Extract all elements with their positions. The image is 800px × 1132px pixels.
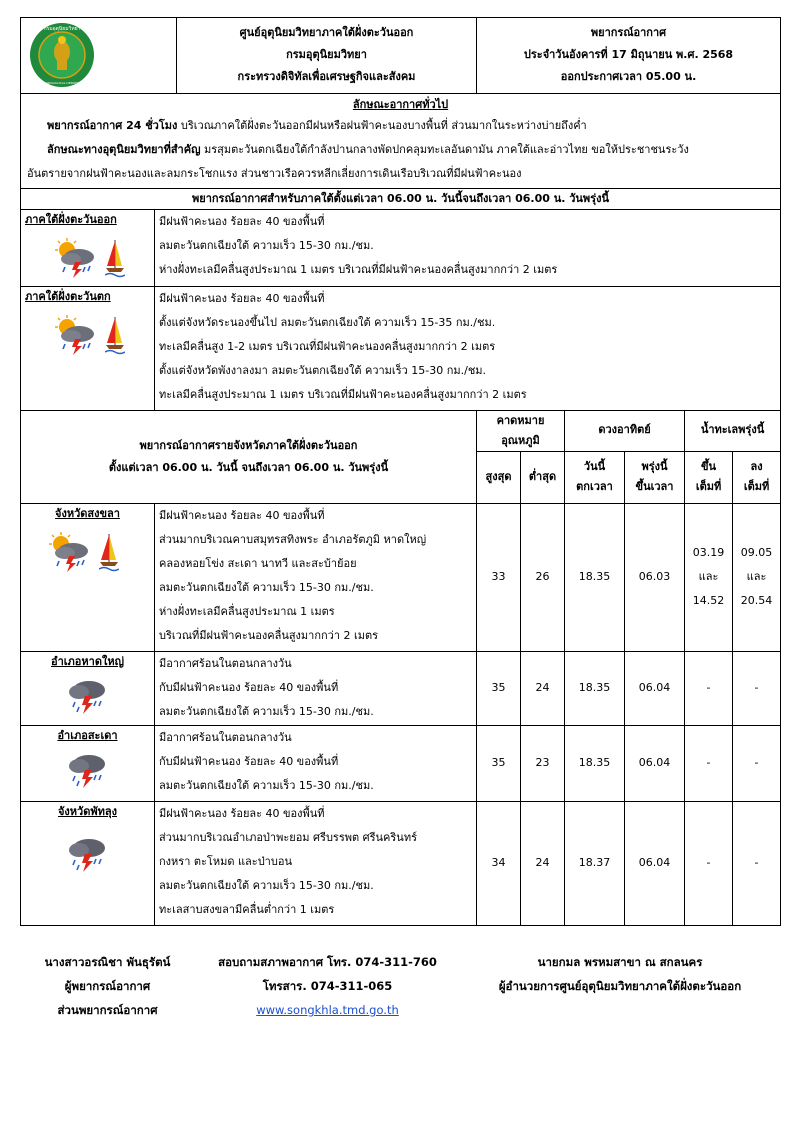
desc-line: มีฝนฟ้าคะนอง ร้อยละ 40 ของพื้นที่ bbox=[159, 806, 325, 820]
low-tide-1: 09.05 bbox=[740, 546, 773, 559]
signature-row bbox=[20, 998, 780, 1022]
general-p2-lead: ลักษณะทางอุตุนิยมวิทยาที่สำคัญ bbox=[47, 143, 201, 156]
sunset-time: 18.37 bbox=[565, 801, 625, 925]
province-icons bbox=[65, 674, 150, 714]
sunrise-time: 06.04 bbox=[625, 651, 685, 725]
general-p1-text: บริเวณภาคใต้ฝั่งตะวันออกมีฝนหรือฝนฟ้าคะนองบางพื้นที่ ส่วนมากในระหว่างบ่ายถึงค่ำ bbox=[177, 119, 587, 132]
high-tide: - bbox=[685, 725, 733, 801]
province-cell bbox=[21, 651, 155, 725]
forecaster-unit: ส่วนพยากรณ์อากาศ bbox=[57, 1003, 158, 1017]
region-west-desc bbox=[155, 286, 781, 410]
region-east-icons bbox=[53, 238, 150, 278]
col-low-tide bbox=[733, 451, 781, 503]
province-name: อำเภอหาดใหญ่ bbox=[51, 654, 124, 668]
sailboat-icon bbox=[105, 238, 125, 278]
center-ministry: กระทรวงดิจิทัลเพื่อเศรษฐกิจและสังคม bbox=[237, 70, 416, 83]
region-west-line: ทะเลมีคลื่นสูงประมาณ 1 เมตร บริเวณที่มีฝนฟ้าคะนองคลื่นสูงมากกว่า 2 เมตร bbox=[159, 387, 527, 401]
sunset-time: 18.35 bbox=[565, 651, 625, 725]
desc-line: ส่วนมากบริเวณคาบสมุทรสทิงพระ อำเภอรัตภูมิ หาดใหญ่ bbox=[159, 532, 427, 546]
region-east-name: ภาคใต้ฝั่งตะวันออก bbox=[25, 213, 117, 226]
desc-line: กับมีฝนฟ้าคะนอง ร้อยละ 40 ของพื้นที่ bbox=[159, 680, 339, 694]
province-cell bbox=[21, 801, 155, 925]
general-p2 bbox=[27, 138, 774, 162]
table-row bbox=[21, 651, 781, 725]
low-tide: - bbox=[733, 801, 781, 925]
provincial-title-2: ตั้งแต่เวลา 06.00 น. วันนี้ จนถึงเวลา 06.00 น. วันพรุ่งนี้ bbox=[108, 460, 389, 474]
thunderstorm-sun-icon bbox=[53, 238, 99, 278]
desc-line: มีฝนฟ้าคะนอง ร้อยละ 40 ของพื้นที่ bbox=[159, 508, 325, 522]
desc-line: ลมตะวันตกเฉียงใต้ ความเร็ว 15-30 กม./ชม. bbox=[159, 878, 374, 892]
phone-line: สอบถามสภาพอากาศ โทร. 074-311-760 bbox=[218, 955, 437, 969]
logo-text-bottom: METEOROLOGICAL DEPARTMENT bbox=[37, 81, 87, 85]
high-tide: - bbox=[685, 651, 733, 725]
thunderstorm-icon bbox=[65, 748, 111, 788]
thunderstorm-sun-icon bbox=[53, 315, 99, 355]
sunrise-time: 06.03 bbox=[625, 503, 685, 651]
province-name: จังหวัดพัทลุง bbox=[57, 804, 117, 818]
desc-line: ห่างฝั่งทะเลมีคลื่นสูงประมาณ 1 เมตร bbox=[159, 604, 335, 618]
region-west-line: ตั้งแต่จังหวัดระนองขึ้นไป ลมตะวันตกเฉียงใต้ ความเร็ว 15-35 กม./ชม. bbox=[159, 315, 496, 329]
max-temp: 33 bbox=[477, 503, 521, 651]
general-p1-lead: พยากรณ์อากาศ 24 ชั่วโมง bbox=[47, 119, 178, 132]
table-row bbox=[21, 725, 781, 801]
col-tide-header: น้ำทะเลพรุ่งนี้ bbox=[685, 411, 781, 452]
desc-line: มีอากาศร้อนในตอนกลางวัน bbox=[159, 730, 292, 744]
logo-cell bbox=[21, 18, 177, 94]
region-east-line: ลมตะวันตกเฉียงใต้ ความเร็ว 15-30 กม./ชม. bbox=[159, 239, 374, 252]
province-desc bbox=[155, 725, 477, 801]
region-east-line: ห่างฝั่งทะเลมีคลื่นสูงประมาณ 1 เมตร บริเวณที่มีฝนฟ้าคะนองคลื่นสูงมากกว่า 2 เมตร bbox=[159, 263, 558, 276]
col-high-tide bbox=[685, 451, 733, 503]
region-east-line: มีฝนฟ้าคะนอง ร้อยละ 40 ของพื้นที่ bbox=[159, 215, 325, 228]
region-east bbox=[21, 210, 155, 286]
sunset-time: 18.35 bbox=[565, 725, 625, 801]
table-row bbox=[21, 503, 781, 651]
center-dept: กรมอุตุนิยมวิทยา bbox=[286, 48, 367, 61]
provincial-title bbox=[21, 411, 477, 504]
general-section bbox=[21, 94, 781, 189]
province-icons bbox=[47, 532, 150, 572]
col-sunset-2: ตกเวลา bbox=[576, 480, 613, 493]
sailboat-icon bbox=[99, 532, 119, 572]
director-name: นายกมล พรหมสาขา ณ สกลนคร bbox=[537, 955, 703, 969]
low-tide-and: และ bbox=[746, 570, 767, 583]
website-link[interactable]: www.songkhla.tmd.go.th bbox=[256, 1003, 399, 1017]
col-high-2: เต็มที่ bbox=[695, 480, 722, 493]
province-name: อำเภอสะเดา bbox=[57, 728, 118, 742]
desc-line: ส่วนมากบริเวณอำเภอป่าพะยอม ศรีบรรพต ศรีนครินทร์ bbox=[159, 830, 417, 844]
col-temp-header bbox=[477, 411, 565, 452]
general-p2-text2: อันตรายจากฝนฟ้าคะนองและลมกระโชกแรง ส่วนชาวเรือควรหลีกเลี่ยงการเดินเรือบริเวณที่มีฝนฟ้าคะนอง bbox=[27, 167, 522, 180]
col-temp-label-2: อุณหภูมิ bbox=[501, 433, 540, 447]
low-tide: - bbox=[733, 725, 781, 801]
forecaster-name: นางสาวอรณิชา พันธุรัตน์ bbox=[44, 955, 171, 969]
max-temp: 35 bbox=[477, 651, 521, 725]
regional-table bbox=[20, 210, 781, 411]
provincial-table bbox=[20, 411, 781, 926]
min-temp: 24 bbox=[521, 651, 565, 725]
signature-block bbox=[20, 950, 780, 1022]
low-tide: - bbox=[733, 651, 781, 725]
desc-line: บริเวณที่มีฝนฟ้าคะนองคลื่นสูงมากกว่า 2 เมตร bbox=[159, 628, 379, 642]
col-sunrise-1: พรุ่งนี้ bbox=[641, 460, 668, 473]
high-tide-1: 03.19 bbox=[692, 546, 725, 559]
col-low-1: ลง bbox=[750, 460, 763, 473]
province-cell bbox=[21, 725, 155, 801]
desc-line: ลมตะวันตกเฉียงใต้ ความเร็ว 15-30 กม./ชม. bbox=[159, 704, 374, 718]
col-min: ต่ำสุด bbox=[521, 451, 565, 503]
regional-title: พยากรณ์อากาศสำหรับภาคใต้ตั้งแต่เวลา 06.00 น. วันนี้จนถึงเวลา 06.00 น. วันพรุ่งนี้ bbox=[21, 189, 781, 210]
min-temp: 23 bbox=[521, 725, 565, 801]
high-tide-and: และ bbox=[698, 570, 719, 583]
col-temp-label: คาดหมาย bbox=[496, 413, 545, 427]
general-title: ลักษณะอากาศทั่วไป bbox=[352, 98, 449, 111]
director-role: ผู้อำนวยการศูนย์อุตุนิยมวิทยาภาคใต้ฝั่งตะวันออก bbox=[498, 979, 742, 993]
header-right bbox=[477, 18, 781, 94]
forecast-title: พยากรณ์อากาศ bbox=[590, 26, 667, 39]
region-west-line: ตั้งแต่จังหวัดพังงาลงมา ลมตะวันตกเฉียงใต้ ความเร็ว 15-30 กม./ชม. bbox=[159, 363, 487, 377]
desc-line: คลองหอยโข่ง สะเดา นาทวี และสะบ้าย้อย bbox=[159, 556, 357, 570]
desc-line: ลมตะวันตกเฉียงใต้ ความเร็ว 15-30 กม./ชม. bbox=[159, 778, 374, 792]
col-sunrise-2: ขึ้นเวลา bbox=[635, 480, 674, 493]
forecaster-role: ผู้พยากรณ์อากาศ bbox=[64, 979, 151, 993]
province-icons bbox=[65, 832, 150, 872]
thunderstorm-icon bbox=[65, 832, 111, 872]
region-west bbox=[21, 286, 155, 410]
col-low-2: เต็มที่ bbox=[743, 480, 770, 493]
desc-line: ลมตะวันตกเฉียงใต้ ความเร็ว 15-30 กม./ชม. bbox=[159, 580, 374, 594]
provincial-title-1: พยากรณ์อากาศรายจังหวัดภาคใต้ฝั่งตะวันออก bbox=[139, 438, 358, 452]
col-high-1: ขึ้น bbox=[700, 460, 717, 473]
col-sunrise bbox=[625, 451, 685, 503]
thunderstorm-icon bbox=[65, 674, 111, 714]
logo-text-top: กรมอุตุนิยมวิทยา bbox=[43, 26, 81, 32]
sunset-time: 18.35 bbox=[565, 503, 625, 651]
high-tide-2: 14.52 bbox=[692, 594, 725, 607]
min-temp: 26 bbox=[521, 503, 565, 651]
thunderstorm-sun-icon bbox=[47, 532, 93, 572]
province-icons bbox=[65, 748, 150, 788]
col-sun-header: ดวงอาทิตย์ bbox=[565, 411, 685, 452]
region-east-desc bbox=[155, 210, 781, 286]
province-desc bbox=[155, 651, 477, 725]
desc-line: มีอากาศร้อนในตอนกลางวัน bbox=[159, 656, 292, 670]
col-sunset bbox=[565, 451, 625, 503]
province-desc bbox=[155, 503, 477, 651]
col-max: สูงสุด bbox=[477, 451, 521, 503]
fax-line: โทรสาร. 074-311-065 bbox=[262, 979, 393, 993]
region-west-name: ภาคใต้ฝั่งตะวันตก bbox=[25, 289, 111, 303]
region-west-line: มีฝนฟ้าคะนอง ร้อยละ 40 ของพื้นที่ bbox=[159, 291, 325, 305]
table-row bbox=[21, 801, 781, 925]
sunrise-time: 06.04 bbox=[625, 801, 685, 925]
desc-line: กงหรา ตะโหมด และป่าบอน bbox=[159, 854, 292, 868]
col-sunset-1: วันนี้ bbox=[583, 460, 606, 473]
forecast-date: ประจำวันอังคารที่ 17 มิถุนายน พ.ศ. 2568 bbox=[523, 48, 734, 61]
high-tide bbox=[685, 503, 733, 651]
region-west-icons bbox=[53, 315, 150, 355]
general-p2-text: มรสุมตะวันตกเฉียงใต้กำลังปานกลางพัดปกคลุมทะเลอันดามัน ภาคใต้และอ่าวไทย ขอให้ประชาชนระวัง bbox=[200, 143, 689, 156]
max-temp: 34 bbox=[477, 801, 521, 925]
region-west-line: ทะเลมีคลื่นสูง 1-2 เมตร บริเวณที่มีฝนฟ้าคะนองคลื่นสูงมากกว่า 2 เมตร bbox=[159, 339, 496, 353]
header-table bbox=[20, 17, 781, 210]
province-desc bbox=[155, 801, 477, 925]
low-tide bbox=[733, 503, 781, 651]
issue-time: ออกประกาศเวลา 05.00 น. bbox=[560, 70, 697, 83]
general-p1 bbox=[27, 114, 774, 138]
province-cell bbox=[21, 503, 155, 651]
signature-row bbox=[20, 974, 780, 998]
sailboat-icon bbox=[105, 315, 125, 355]
center-org: ศูนย์อุตุนิยมวิทยาภาคใต้ฝั่งตะวันออก bbox=[239, 26, 414, 39]
low-tide-2: 20.54 bbox=[740, 594, 773, 607]
forecast-document bbox=[20, 17, 780, 926]
desc-line: ทะเลสาบสงขลามีคลื่นต่ำกว่า 1 เมตร bbox=[159, 902, 335, 916]
desc-line: กับมีฝนฟ้าคะนอง ร้อยละ 40 ของพื้นที่ bbox=[159, 754, 339, 768]
min-temp: 24 bbox=[521, 801, 565, 925]
tmd-logo-icon bbox=[29, 22, 95, 88]
province-name: จังหวัดสงขลา bbox=[55, 506, 120, 520]
header-center bbox=[177, 18, 477, 94]
max-temp: 35 bbox=[477, 725, 521, 801]
sunrise-time: 06.04 bbox=[625, 725, 685, 801]
signature-row bbox=[20, 950, 780, 974]
high-tide: - bbox=[685, 801, 733, 925]
